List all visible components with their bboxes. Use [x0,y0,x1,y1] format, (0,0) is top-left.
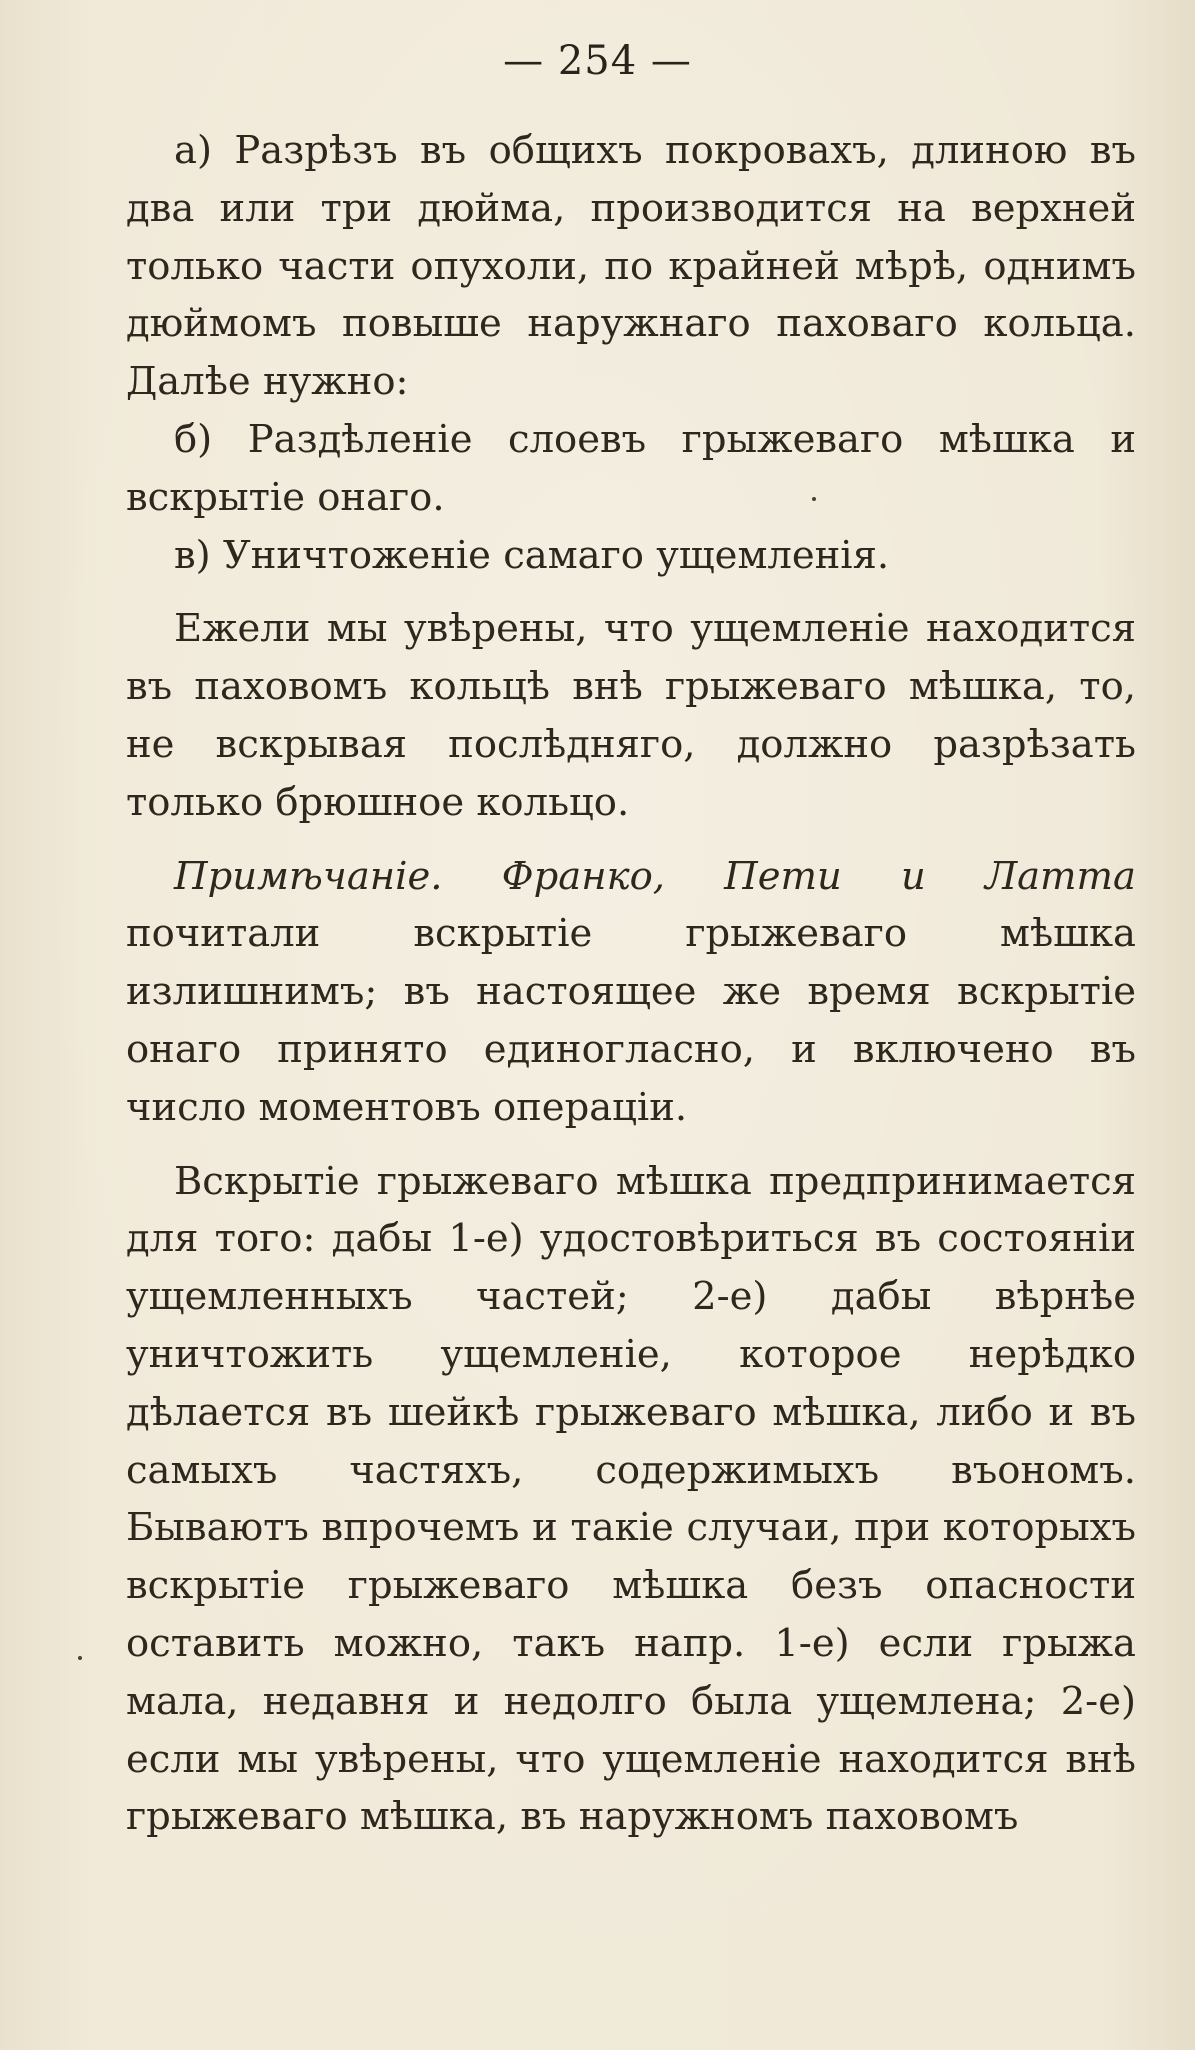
page-number: — 254 — [503,38,692,84]
ink-speck [812,497,816,501]
paragraph-hernia-sac-opening: Вскрытіе грыжеваго мѣшка предпринимается для того: дабы 1-е) удостовѣриться въ состояніи ущемленныхъ частей; 2-е) дабы вѣрнѣе уничтожить ущемленіе, которое нерѣдко дѣлается въ шейкѣ грыжеваго мѣшка, либо и въ самыхъ частяхъ, содержимыхъ въономъ. Бываютъ впрочемъ и такіе случаи, при которыхъ вскрытіе грыжеваго мѣшка безъ опасности оставить можно, такъ напр. 1-е) если грыжа мала, недавня и недолго была ущемлена; 2-е) если мы увѣрены, что ущемленіе находится внѣ грыжеваго мѣшка, въ наружномъ паховомъ [126,1158,1136,1840]
paragraph-b: б) Раздѣленіе слоевъ грыжеваго мѣшка и вскрытіе онаго. [126,416,1136,520]
ink-speck [78,1656,82,1660]
paragraph-a: а) Разрѣзъ въ общихъ покровахъ, длиною въ два или три дюйма, производится на верхней только части опухоли, по крайней мѣрѣ, однимъ дюймомъ повыше наружнаго паховаго кольца. Далѣе нужно: [126,128,1136,405]
body-text [126,122,1136,1846]
paragraph-strangulation-location: Ежели мы увѣрены, что ущемленіе находится въ паховомъ кольцѣ внѣ грыжеваго мѣшка, то, не вскрывая послѣдняго, должно разрѣзать только брюшное кольцо. [126,606,1136,825]
paragraph-v: в) Уничтоженіе самаго ущемленія. [174,532,890,578]
paragraph-note [126,848,1136,1137]
note-text: почитали вскрытіе грыжеваго мѣшка излишнимъ; въ настоящее же время вскрытіе онаго принято единогласно, и включено въ число моментовъ операціи. [126,911,1136,1130]
note-heading: Примѣчаніе. Франко, Пети и Латта [174,853,1136,899]
